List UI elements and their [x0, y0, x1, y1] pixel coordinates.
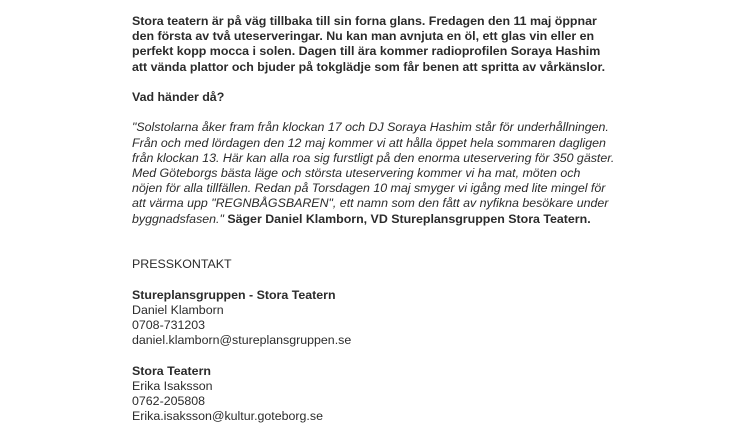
intro-paragraph — [132, 14, 632, 75]
quote-line: att värma upp "REGNBÅGSBAREN", ett namn som den fått av nyfikna besökare under — [132, 196, 609, 211]
contact-org: Stureplansgruppen - Stora Teatern — [132, 287, 336, 302]
quote-line: från klockan 13. Här kan alla roa sig furstligt på den enorma uteservering för 350 gäster. — [132, 150, 615, 165]
contact-email: Erika.isaksson@kultur.goteborg.se — [132, 409, 323, 424]
contact-name: Daniel Klamborn — [132, 302, 224, 317]
contact-org: Stora Teatern — [132, 363, 211, 378]
quote-line: Med Göteborgs bästa läge och största uteservering kommer vi ha mat, möten och — [132, 166, 581, 180]
quote-line: nöjen för alla tillfällen. Redan på Torsdagen 10 maj smyger vi igång med lite mingel för — [132, 181, 606, 196]
intro-line: Stora teatern är på väg tillbaka till sin forna glans. Fredagen den 11 maj öppnar — [132, 14, 597, 28]
contact-block — [132, 288, 632, 349]
quote-last-line — [132, 212, 632, 227]
contact-name: Erika Isaksson — [132, 378, 213, 393]
press-release-document — [132, 14, 632, 424]
quote-paragraph — [132, 120, 632, 226]
quote-attribution: Säger Daniel Klamborn, VD Stureplansgruppen Stora Teatern. — [223, 211, 591, 226]
contact-block — [132, 364, 632, 424]
intro-line: den första av två uteserveringar. Nu kan man avnjuta en öl, ett glas vin eller en — [132, 29, 595, 44]
intro-line: perfekt kopp mocca i solen. Dagen till ära kommer radioprofilen Soraya Hashim — [132, 44, 601, 59]
question-heading: Vad händer då? — [132, 90, 225, 104]
quote-line: "Solstolarna åker fram från klockan 17 och DJ Soraya Hashim står för underhållningen. — [132, 120, 609, 135]
press-contact-heading: PRESSKONTAKT — [132, 257, 232, 272]
intro-line: att vända plattor och bjuder på tokglädje som får benen att spritta av vårkänslor. — [132, 59, 606, 74]
contact-email: daniel.klamborn@stureplansgruppen.se — [132, 333, 352, 348]
contact-phone: 0708-731203 — [132, 318, 206, 332]
quote-line: Från och med lördagen den 12 maj kommer vi att hålla öppet hela sommaren dagligen — [132, 135, 606, 150]
quote-line-end: byggnadsfasen." — [132, 211, 224, 226]
contact-phone: 0762-205808 — [132, 394, 206, 408]
